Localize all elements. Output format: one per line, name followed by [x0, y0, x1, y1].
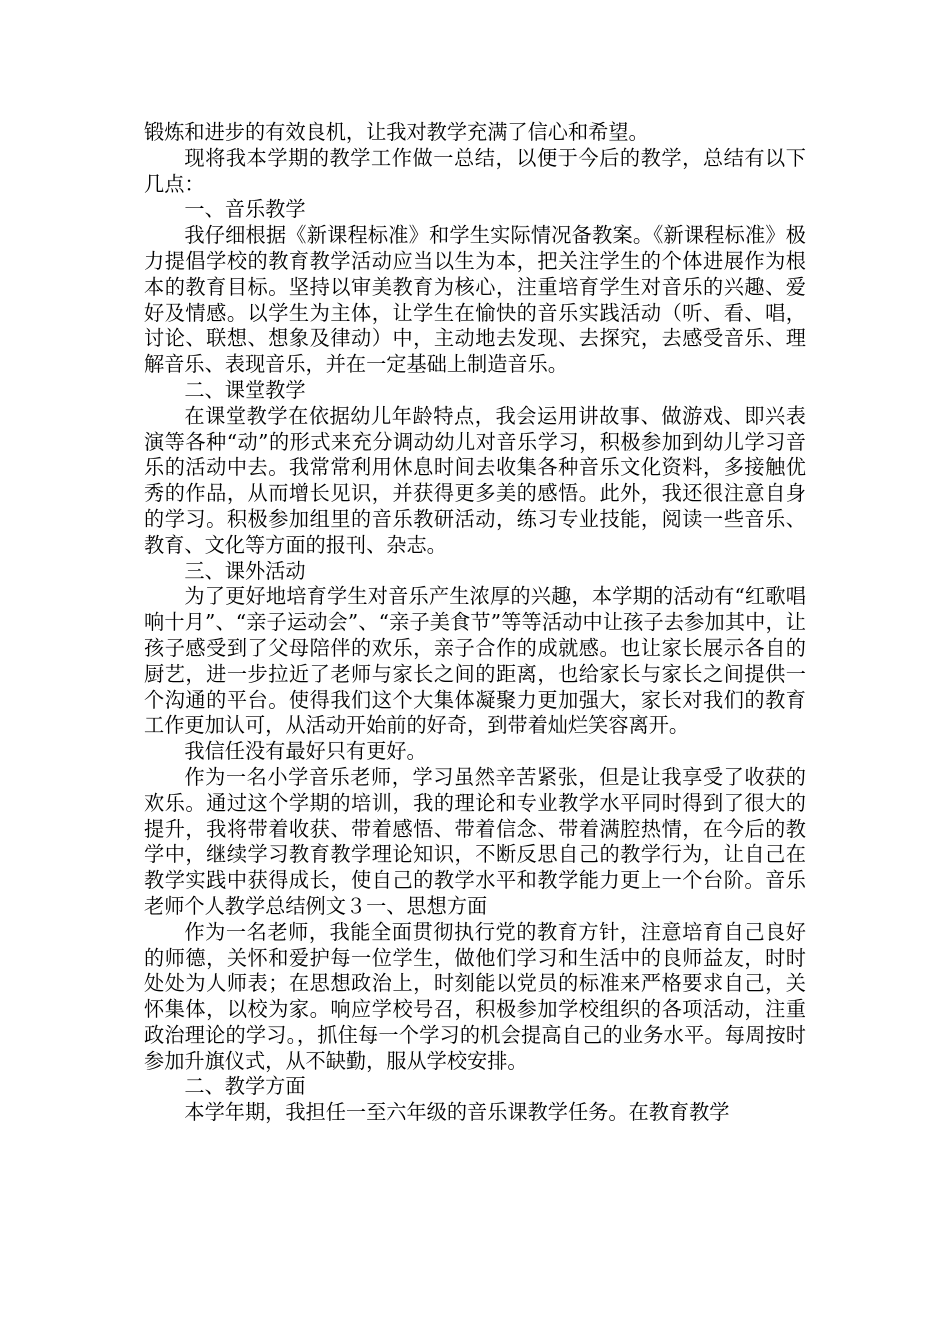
- paragraph: 我信任没有最好只有更好。: [184, 739, 427, 764]
- paragraph: 作为一名小学音乐老师，学习虽然辛苦紧张，但是让我享受了收获的欢乐。通过这个学期的培训，我的理论和专业教学水平同时得到了很大的提升，我将带着收获、带着感悟、带着信念、带着满腔热情，在今后的教学中，继续学习教育教学理论知识，不断反思自己的教学行为，让自己在教学实践中获得成长，使自己的教学水平和教学能力更上一个台阶。音乐老师个人教学总结例文３一、思想方面: [144, 764, 806, 918]
- paragraph: 锻炼和进步的有效良机，让我对教学充满了信心和希望。: [144, 120, 649, 144]
- paragraph: 现将我本学期的教学工作做一总结，以便于今后的教学，总结有以下几点：: [144, 145, 806, 196]
- paragraph: 本学年期，我担任一至六年级的音乐课教学任务。在教育教学: [184, 1100, 730, 1125]
- paragraph: 在课堂教学在依据幼儿年龄特点，我会运用讲故事、做游戏、即兴表演等各种“动”的形式来充分调动幼儿对音乐学习，积极参加到幼儿学习音乐的活动中去。我常常利用休息时间去收集各种音乐文化资料，多接触优秀的作品，从而增长见识，并获得更多美的感悟。此外，我还很注意自身的学习。积极参加组里的音乐教研活动，练习专业技能，阅读一些音乐、教育、文化等方面的报刊、杂志。: [144, 403, 806, 557]
- paragraph: 我仔细根据《新课程标准》和学生实际情况备教案。《新课程标准》极力提倡学校的教育教学活动应当以生为本，把关注学生的个体进展作为根本的教育目标。坚持以审美教育为核心，注重培育学生对音乐的兴趣、爱好及情感。以学生为主体，让学生在愉快的音乐实践活动（听、看、唱，讨论、联想、想象及律动）中，主动地去发现、去探究，去感受音乐、理解音乐、表现音乐，并在一定基础上制造音乐。: [144, 223, 806, 377]
- section-heading: 三、课外活动: [184, 558, 306, 583]
- paragraph: 为了更好地培育学生对音乐产生浓厚的兴趣，本学期的活动有“红歌唱响十月”、“亲子运动会”、“亲子美食节”等等活动中让孩子去参加其中，让孩子感受到了父母陪伴的欢乐，亲子合作的成就感。也让家长展示各自的厨艺，进一步拉近了老师与家长之间的距离，也给家长与家长之间提供一个沟通的平台。使得我们这个大集体凝聚力更加强大，家长对我们的教育工作更加认可，从活动开始前的好奇，到带着灿烂笑容离开。: [144, 584, 806, 738]
- section-heading: 二、教学方面: [184, 1074, 306, 1099]
- paragraph: 作为一名老师，我能全面贯彻执行党的教育方针，注意培育自己良好的师德，关怀和爱护每一位学生，做他们学习和生活中的良师益友，时时处处为人师表；在思想政治上，时刻能以党员的标准来严格要求自己，关怀集体，以校为家。响应学校号召，积极参加学校组织的各项活动，注重政治理论的学习。，抓住每一个学习的机会提高自己的业务水平。每周按时参加升旗仪式，从不缺勤，服从学校安排。: [144, 919, 806, 1073]
- section-heading: 一、音乐教学: [184, 197, 306, 222]
- document-page: [144, 120, 806, 1126]
- section-heading: 二、课堂教学: [184, 377, 306, 402]
